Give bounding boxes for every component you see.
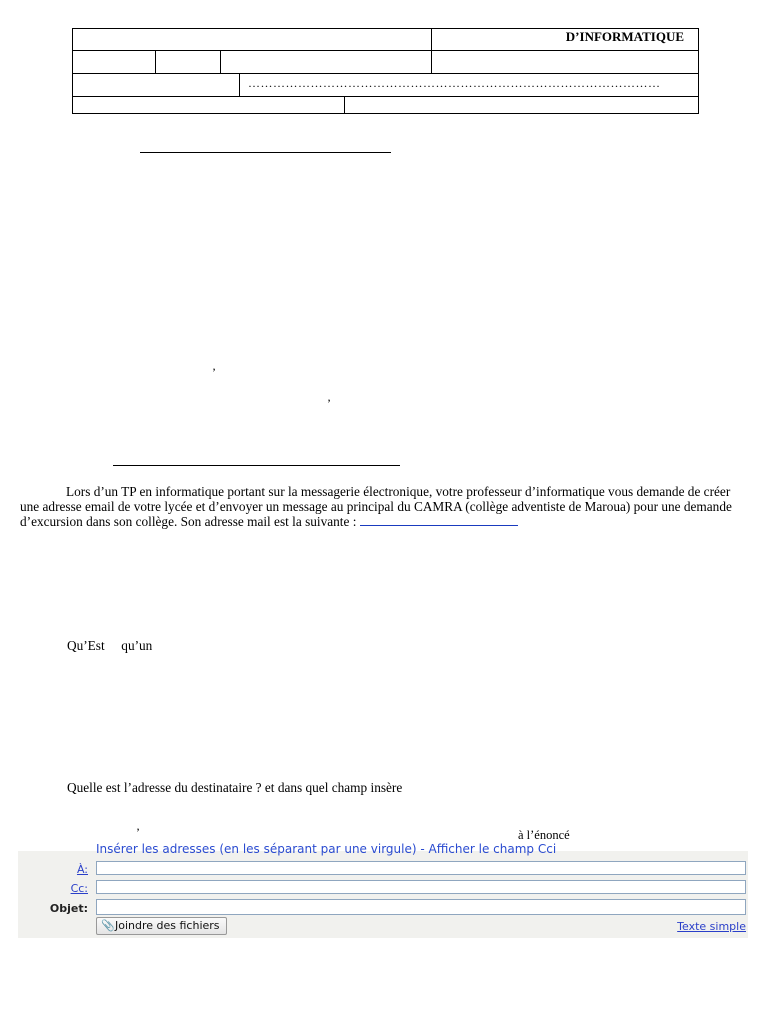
header-cell [220,50,432,74]
question-3-tail: à l’énoncé [518,828,570,842]
attach-files-button[interactable] [96,917,227,935]
recipient-hint: Insérer les adresses (en les séparant par une virgule) - Afficher le champ Cci [96,842,557,856]
header-cell [155,50,221,74]
header-cell [72,28,432,51]
to-input[interactable] [96,861,746,875]
cc-input[interactable] [96,880,746,894]
cc-label[interactable]: Cc: [70,882,88,895]
to-label[interactable]: À: [76,863,88,876]
header-cell [344,96,699,114]
subject-label: Objet: [49,902,88,915]
question-2: Quelle est l’adresse du destinataire ? et dans quel champ insère [67,780,403,795]
attach-files-label: Joindre des fichiers [115,919,220,932]
dotted-fill-line: ……………………………………………………………………………………… [248,76,661,90]
subject-input[interactable] [96,899,746,915]
email-compose-form [18,842,748,938]
header-cell [72,50,156,74]
apostrophe-mark: ’ [327,396,331,410]
intro-text: Lors d’un TP en informatique portant sur la messagerie électronique, votre professeur d’informatique vous demande de créer une adresse email de votre lycée et d’envoyer un message au principal du CAMRA (collège adventiste de Maroua) pour une demande d’excursion dans son collège. Son adresse mail est la suivante : [20,484,732,529]
header-table [72,28,699,114]
header-cell [72,73,240,97]
plain-text-link[interactable]: Texte simple [677,920,746,933]
header-cell-name [239,73,699,97]
header-cell-subject [431,28,699,51]
section-heading-underline [140,152,391,153]
intro-paragraph [20,484,748,529]
header-cell [431,50,699,74]
apostrophe-mark: ’ [136,825,140,839]
subject-title: D’INFORMATIQUE [565,29,684,44]
header-cell [72,96,345,114]
question-1: Qu’Est qu’un [67,638,153,653]
apostrophe-mark: ’ [212,365,216,379]
email-address-link[interactable] [360,514,518,526]
paperclip-icon: 📎 [101,919,115,932]
section-heading-underline [113,465,400,466]
